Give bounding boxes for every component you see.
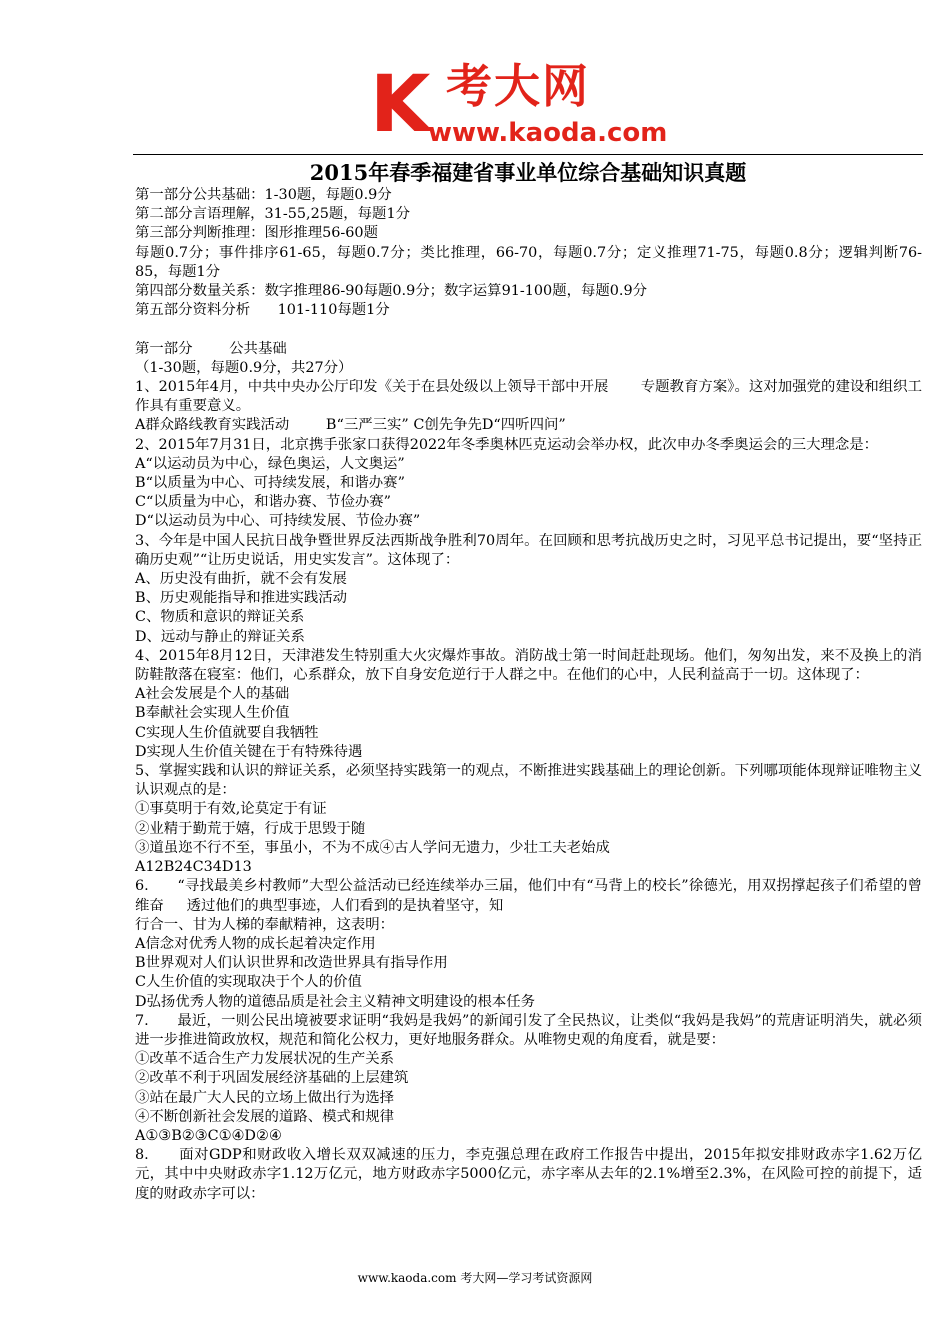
answer-option: B奉献社会实现人生价值 xyxy=(135,705,290,722)
page-title: 2015年春季福建省事业单位综合基础知识真题 xyxy=(309,160,747,185)
question-text: 6. “寻找最美乡村教师”大型公益活动已经连续举办三届，他们中有“马背上的校长”徐德光，用双拐撑起孩子们希望的曾维奋 透过他们的典型事迹，人们看到的是执着坚守，知 xyxy=(135,878,922,914)
statement-item: ③站在最广大人民的立场上做出行为选择 xyxy=(135,1089,395,1106)
answer-option: A信念对优秀人物的成长起着决定作用 xyxy=(135,935,376,952)
answer-option: D弘扬优秀人物的道德品质是社会主义精神文明建设的根本任务 xyxy=(135,993,536,1010)
intro-line: 第五部分资料分析 101-110每题1分 xyxy=(135,302,390,319)
question-text: 4、2015年8月12日，天津港发生特别重大火灾爆炸事故。消防战士第一时间赶赴现场。他们，匆匆出发，来不及换上的消防鞋散落在寝室：他们，心系群众，放下自身安危逆行于人群之中。在他们的心中，人民利益高于一切。这体现了： xyxy=(135,647,922,684)
answer-option: A“以运动员为中心，绿色奥运，人文奥运” xyxy=(135,455,405,472)
answer-option: C人生价值的实现取决于个人的价值 xyxy=(135,974,362,991)
page-footer: www.kaoda.com 考大网—学习考试资源网 xyxy=(357,1271,593,1285)
answer-option: A群众路线教育实践活动 B“三严三实” C创先争先D“四听四问” xyxy=(135,417,566,434)
logo-url: www.kaoda.com xyxy=(428,118,668,148)
answer-option: D、远动与静止的辩证关系 xyxy=(135,628,305,645)
answer-option: B“以质量为中心、可持续发展，和谐办赛” xyxy=(135,475,405,492)
question-text: 3、今年是中国人民抗日战争暨世界反法西斯战争胜利70周年。在回顾和思考抗战历史之时，习见平总书记提出，要“坚持正确历史观”“让历史说话，用史实发言”。这体现了： xyxy=(135,532,922,568)
statement-item: ④不断创新社会发展的道路、模式和规律 xyxy=(135,1108,395,1125)
answer-option: A、历史没有曲折，就不会有发展 xyxy=(135,571,347,588)
question-text: 行合一、甘为人梯的奉献精神，这表明： xyxy=(135,916,395,933)
intro-line: 第二部分言语理解，31-55,25题，每题1分 xyxy=(135,206,410,223)
answer-option: C实现人生价值就要自我牺牲 xyxy=(135,724,319,741)
statement-item: ①改革不适合生产力发展状况的生产关系 xyxy=(135,1051,395,1068)
answer-option: B、历史观能指导和推进实践活动 xyxy=(135,590,348,607)
intro-line: 每题0.7分；事件排序61-65，每题0.7分；类比推理，66-70，每题0.7分；定义推理71-75，每题0.8分；逻辑判断76-85，每题1分 xyxy=(135,244,922,280)
header-rule xyxy=(133,154,923,155)
answer-option: C、物质和意识的辩证关系 xyxy=(135,609,305,626)
statement-item: ①事莫明于有效,论莫定于有证 xyxy=(135,801,327,818)
question-text: 7. 最近，一则公民出境被要求证明“我妈是我妈”的新闻引发了全民热议，让类似“我妈是我妈”的荒唐证明消失，就必须进一步推进简政放权，规范和简化公权力，更好地服务群众。从唯物史观的角度看，就是要： xyxy=(135,1012,922,1048)
intro-line: 第四部分数量关系：数字推理86-90每题0.9分；数字运算91-100题，每题0.9分 xyxy=(135,283,648,300)
question-text: 8. 面对GDP和财政收入增长双双减速的压力，李克强总理在政府工作报告中提出，2015年拟安排财政赤字1.62万亿元，其中中央财政赤字1.12万亿元，地方财政赤字5000亿元，赤字率从去年的2.1%增至2.3%，在风险可控的前提下，适度的财政赤字可以： xyxy=(135,1147,922,1202)
answer-option: A12B24C34D13 xyxy=(135,859,252,876)
statement-item: ③道虽迩不行不至，事虽小，不为不成④古人学问无遗力，少壮工夫老始成 xyxy=(135,839,610,856)
answer-option: D“以运动员为中心、可持续发展、节俭办赛” xyxy=(135,513,421,530)
answer-option: A社会发展是个人的基础 xyxy=(135,686,290,703)
answer-option: D实现人生价值关键在于有特殊待遇 xyxy=(135,743,363,760)
intro-line: 第一部分公共基础：1-30题，每题0.9分 xyxy=(135,187,392,203)
question-text: 2、2015年7月31日，北京携手张家口获得2022年冬季奥林匹克运动会举办权，此次申办冬季奥运会的三大理念是： xyxy=(135,436,879,453)
question-text: 1、2015年4月，中共中央办公厅印发《关于在县处级以上领导干部中开展 专题教育方案》。这对加强党的建设和组织工作具有重要意义。 xyxy=(135,379,922,415)
answer-option: C“以质量为中心，和谐办赛、节俭办赛” xyxy=(135,494,391,511)
logo-k-mark: K xyxy=(370,60,429,150)
intro-line: 第三部分判断推理：图形推理56-60题 xyxy=(135,225,378,242)
document-body xyxy=(135,186,922,1204)
logo-name: 考大网 xyxy=(446,59,590,113)
answer-option: A①③B②③C①④D②④ xyxy=(135,1127,282,1144)
statement-item: ②改革不利于巩固发展经济基础的上层建筑 xyxy=(135,1070,409,1087)
section-note: （1-30题，每题0.9分，共27分） xyxy=(135,359,353,376)
statement-item: ②业精于勤荒于嬉，行成于思毁于随 xyxy=(135,820,366,837)
spacer xyxy=(135,320,922,339)
answer-option: B世界观对人们认识世界和改造世界具有指导作用 xyxy=(135,955,448,972)
kaoda-logo xyxy=(368,58,698,150)
question-text: 5、掌握实践和认识的辩证关系，必须坚持实践第一的观点，不断推进实践基础上的理论创新。下列哪项能体现辩证唯物主义认识观点的是： xyxy=(135,763,922,799)
section-heading: 第一部分 公共基础 xyxy=(135,340,287,357)
